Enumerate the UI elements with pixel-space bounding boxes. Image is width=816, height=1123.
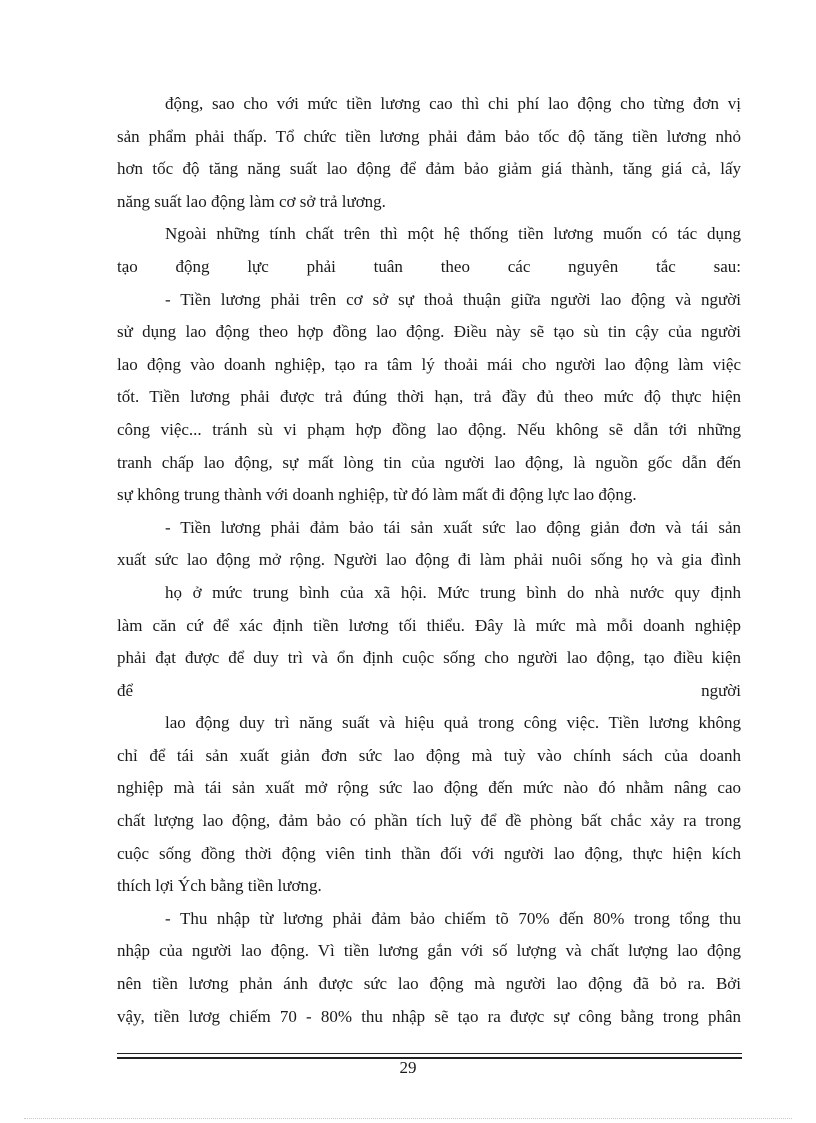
text-line: tạo động lực phải tuân theo các nguyên tắc sau: — [117, 256, 741, 276]
text-line: chỉ để tái sản xuất giản đơn sức lao động mà tuỳ vào chính sách của doanh — [117, 745, 741, 765]
text-line: họ ở mức trung bình của xã hội. Mức trung bình do nhà nước quy định — [165, 582, 741, 602]
text-line: tranh chấp lao động, sự mất lòng tin của người lao động, là nguồn gốc dẫn đến — [117, 452, 741, 472]
text-line: nghiệp mà tái sản xuất mở rộng sức lao động đến mức nào đó nhằm nâng cao — [117, 778, 741, 798]
text-line: năng suất lao động làm cơ sở trả lương. — [117, 191, 386, 211]
text-line: sự không trung thành với doanh nghiệp, từ đó làm mất đi động lực lao động. — [117, 485, 637, 505]
text-line: xuất sức lao động mở rộng. Người lao động đi làm phải nuôi sống họ và gia đình — [117, 550, 741, 570]
text-line: nên tiền lương phản ánh được sức lao động mà người lao động đã bỏ ra. Bởi — [117, 974, 741, 994]
text-line: hơn tốc độ tăng năng suất lao động để đảm bảo giảm giá thành, tăng giá cả, lấy — [117, 159, 741, 179]
document-body — [117, 88, 741, 1033]
text-line: chất lượng lao động, đảm bảo có phần tích luỹ để đề phòng bất chắc xảy ra trong — [117, 811, 741, 831]
text-line: - Tiền lương phải đảm bảo tái sản xuất sức lao động giản đơn và tái sản — [165, 517, 741, 537]
text-line: - Thu nhập từ lương phải đảm bảo chiếm tõ 70% đến 80% trong tổng thu — [165, 908, 741, 928]
text-line: lao động vào doanh nghiệp, tạo ra tâm lý thoải mái cho người lao động làm việc — [117, 354, 741, 374]
text-line: sử dụng lao động theo hợp đồng lao động. Điều này sẽ tạo sù tin cậy của người — [117, 322, 741, 342]
text-line: - Tiền lương phải trên cơ sở sự thoả thuận giữa người lao động và người — [165, 289, 741, 309]
page-number: 29 — [399, 1058, 417, 1077]
text-line: vậy, tiền lươg chiếm 70 - 80% thu nhập sẽ tạo ra được sự công bằng trong phân — [117, 1006, 741, 1026]
text-line: Ngoài những tính chất trên thì một hệ thống tiền lương muốn có tác dụng — [165, 224, 741, 244]
text-line: phải đạt được để duy trì và ổn định cuộc sống cho người lao động, tạo điều kiện — [117, 648, 741, 668]
text-line: cuộc sống đồng thời động viên tinh thần đối với người lao động, thực hiện kích — [117, 843, 741, 863]
text-line: thích lợi Ých bằng tiền lương. — [117, 876, 322, 896]
text-line: làm căn cứ để xác định tiền lương tối thiểu. Đây là mức mà mỗi doanh nghiệp — [117, 615, 741, 635]
text-line: nhập của người lao động. Vì tiền lương gắn với số lượng và chất lượng lao động — [117, 941, 741, 961]
text-line: lao động duy trì năng suất và hiệu quả trong công việc. Tiền lương không — [165, 713, 741, 733]
text-fragment: người — [701, 680, 741, 700]
text-line: tốt. Tiền lương phải được trả đúng thời hạn, trả đầy đủ theo mức độ thực hiện — [117, 387, 741, 407]
page-edge-divider — [24, 1118, 792, 1119]
footer-rule — [117, 1053, 742, 1054]
text-fragment: để — [117, 680, 134, 700]
text-line: động, sao cho với mức tiền lương cao thì chi phí lao động cho từng đơn vị — [165, 94, 741, 113]
text-line: công việc... tránh sù vi phạm hợp đồng lao động. Nếu không sẽ dẫn tới những — [117, 419, 741, 439]
text-line: sản phẩm phải thấp. Tổ chức tiền lương phải đảm bảo tốc độ tăng tiền lương nhỏ — [117, 126, 741, 146]
split-line — [117, 675, 741, 708]
